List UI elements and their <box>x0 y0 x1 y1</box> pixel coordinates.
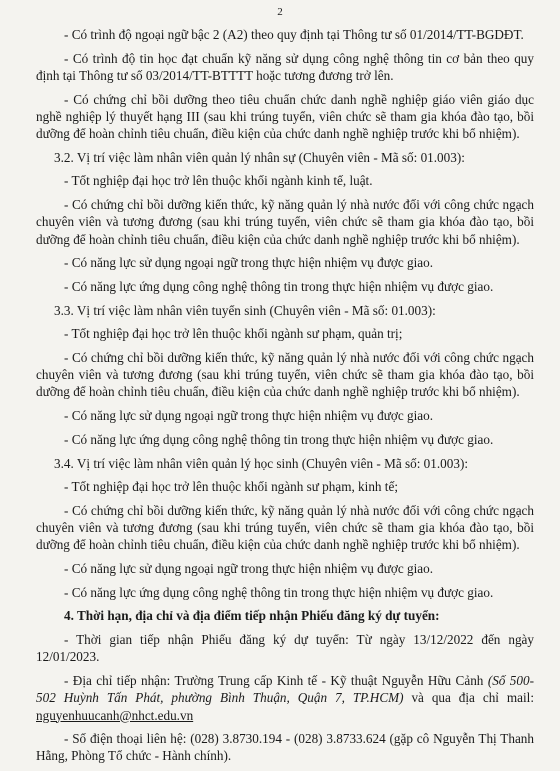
requirement-item: - Có trình độ ngoại ngữ bậc 2 (A2) theo quy định tại Thông tư số 01/2014/TT-BGDĐT. <box>64 27 524 42</box>
requirement-item: - Tốt nghiệp đại học trở lên thuộc khối ngành sư phạm, quản trị; <box>64 326 403 342</box>
address-prefix: - Địa chỉ tiếp nhận: Trường Trung cấp Kinh tế - Kỹ thuật Nguyễn Hữu Cảnh <box>64 673 488 689</box>
requirement-item: - Có chứng chỉ bồi dưỡng theo tiêu chuẩn chức danh nghề nghiệp giáo viên giáo dục nghề nghiệp lý thuyết hạng III (sau khi trúng tuyển, viên chức sẽ tham gia khóa đào tạo, bồi dưỡng để hoàn chỉnh tiêu chuẩn, điều kiện của chức danh nghề nghiệp trước khi bổ nhiệm). <box>36 91 534 142</box>
submission-time: - Thời gian tiếp nhận Phiếu đăng ký dự tuyển: Từ ngày 13/12/2022 đến ngày 12/01/2023. <box>36 632 534 665</box>
address-detail: (Số 500-502 Huỳnh Tấn Phát, phường Bình Thuận, Quận 7, TP.HCM) <box>36 673 534 706</box>
submission-address <box>36 672 534 724</box>
requirement-item: - Có năng lực ứng dụng công nghệ thông tin trong thực hiện nhiệm vụ được giao. <box>64 278 494 294</box>
position-title: 3.4. Vị trí việc làm nhân viên quản lý học sinh (Chuyên viên - Mã số: 01.003): <box>54 455 468 471</box>
requirement-item: - Tốt nghiệp đại học trở lên thuộc khối ngành kinh tế, luật. <box>64 173 373 189</box>
contact-phone: - Số điện thoại liên hệ: (028) 3.8730.194 - (028) 3.8733.624 (gặp cô Nguyễn Thị Thanh Hằng, Phòng Tổ chức - Hành chính). <box>36 731 534 764</box>
requirement-item: - Có chứng chỉ bồi dưỡng kiến thức, kỹ năng quản lý nhà nước đối với công chức ngạch chuyên viên và tương đương (sau khi trúng tuyển, viên chức sẽ tham gia khóa đào tạo, bồi dưỡng để hoàn chỉnh tiêu chuẩn, điều kiện của chức danh nghề nghiệp trước khi bổ nhiệm). <box>36 197 534 247</box>
requirement-item: - Có năng lực ứng dụng công nghệ thông tin trong thực hiện nhiệm vụ được giao. <box>64 584 494 600</box>
address-suffix: và qua địa chỉ mail: <box>403 690 534 706</box>
requirement-item: - Có chứng chỉ bồi dưỡng kiến thức, kỹ năng quản lý nhà nước đối với công chức ngạch chuyên viên và tương đương (sau khi trúng tuyển, viên chức sẽ tham gia khóa đào tạo, bồi dưỡng để hoàn chỉnh tiêu chuẩn, điều kiện của chức danh nghề nghiệp trước khi bổ nhiệm). <box>36 350 534 400</box>
document-body <box>36 26 534 771</box>
position-title: 3.3. Vị trí việc làm nhân viên tuyển sinh (Chuyên viên - Mã số: 01.003): <box>54 302 436 318</box>
requirement-item: - Có năng lực ứng dụng công nghệ thông tin trong thực hiện nhiệm vụ được giao. <box>64 431 494 447</box>
paragraph-list <box>36 26 534 601</box>
requirement-item: - Có trình độ tin học đạt chuẩn kỹ năng sử dụng công nghệ thông tin cơ bản theo quy định tại Thông tư số 03/2014/TT-BTTTT hoặc tương đương trở lên. <box>36 50 534 83</box>
requirement-item: - Có chứng chỉ bồi dưỡng kiến thức, kỹ năng quản lý nhà nước đối với công chức ngạch chuyên viên và tương đương (sau khi trúng tuyển, viên chức sẽ tham gia khóa đào tạo, bồi dưỡng để hoàn chỉnh tiêu chuẩn, điều kiện của chức danh nghề nghiệp trước khi bổ nhiệm). <box>36 502 534 553</box>
position-title: 3.2. Vị trí việc làm nhân viên quản lý nhân sự (Chuyên viên - Mã số: 01.003): <box>54 149 465 165</box>
section-heading: 4. Thời hạn, địa chỉ và địa điểm tiếp nhận Phiếu đăng ký dự tuyển: <box>64 608 440 624</box>
requirement-item: - Tốt nghiệp đại học trở lên thuộc khối ngành sư phạm, kinh tế; <box>64 479 398 495</box>
requirement-item: - Có năng lực sử dụng ngoại ngữ trong thực hiện nhiệm vụ được giao. <box>64 408 434 424</box>
requirement-item: - Có năng lực sử dụng ngoại ngữ trong thực hiện nhiệm vụ được giao. <box>64 255 434 271</box>
email-link[interactable]: nguyenhuucanh@nhct.edu.vn <box>36 707 194 723</box>
page-number: 2 <box>277 6 283 18</box>
requirement-item: - Có năng lực sử dụng ngoại ngữ trong thực hiện nhiệm vụ được giao. <box>64 561 434 577</box>
